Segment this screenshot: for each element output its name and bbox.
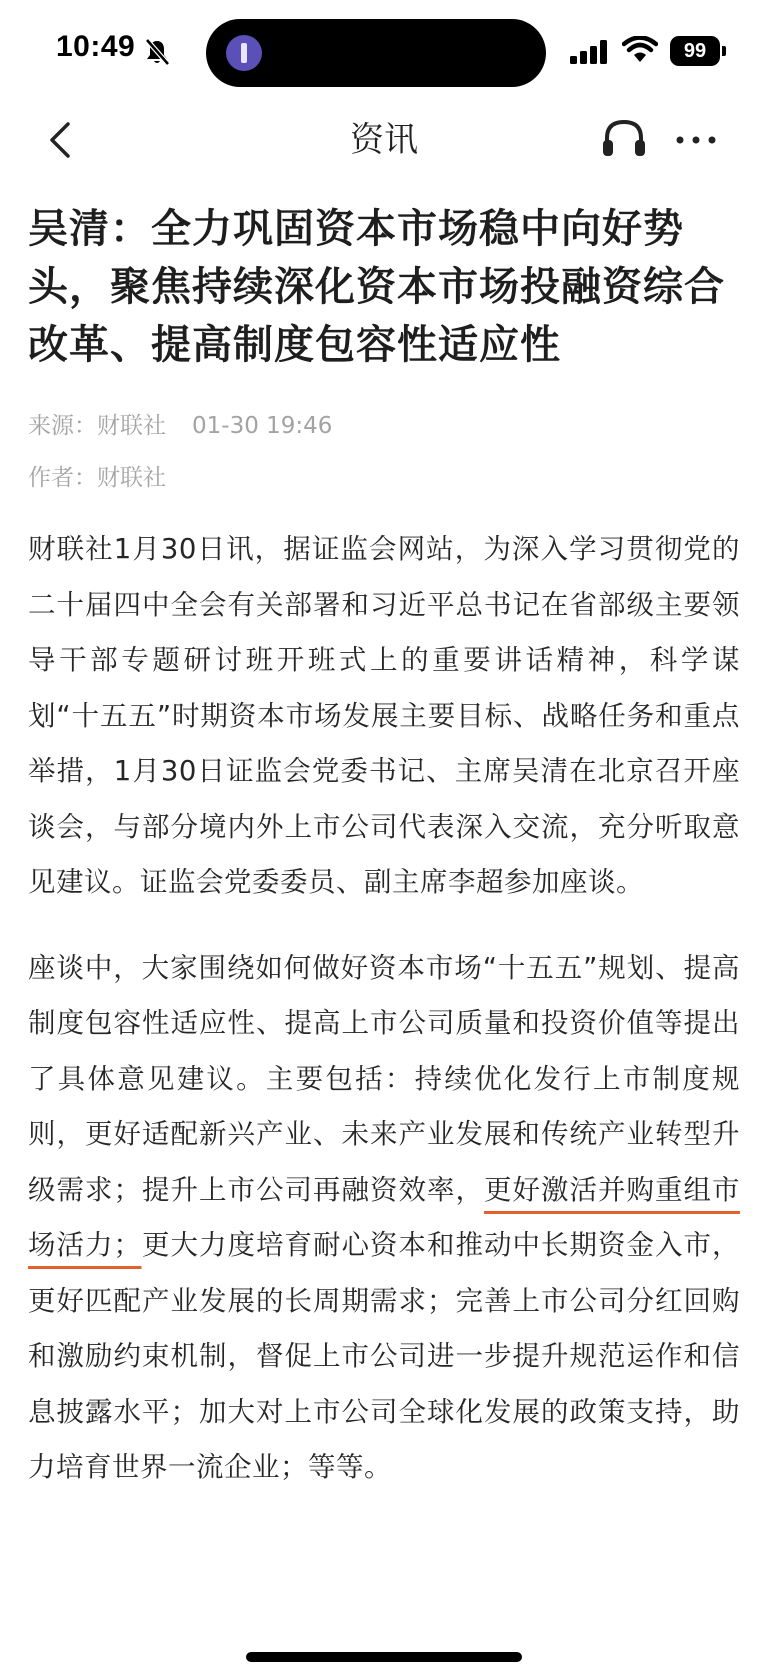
headphones-icon xyxy=(600,114,648,164)
signal-icon xyxy=(570,40,610,64)
meta-author-row xyxy=(28,452,740,504)
article-source[interactable]: 来源：财联社 xyxy=(28,413,166,439)
paragraph-2-text-continued: 更大力度培育耐心资本和推动中长期资金入市，更好匹配产业发展的长周期需求；完善上市公司分红回购和激励约束机制，督促上市公司进一步提升规范运作和信息披露水平；加大对上市公司全球化发展的政策支持，助力培育世界一流企业；等等。 xyxy=(28,1229,740,1483)
paragraph-2 xyxy=(28,941,740,1496)
more-icon xyxy=(672,120,720,160)
wifi-icon xyxy=(622,36,658,64)
dynamic-island[interactable] xyxy=(206,19,546,87)
paragraph-2-text: 座谈中，大家围绕如何做好资本市场“十五五”规划、提高制度包容性适应性、提高上市公司质量和投资价值等提出了具体意见建议。主要包括：持续优化发行上市制度规则，更好适配新兴产业、未来产业发展和传统产业转型升级需求；提升上市公司再融资效率， xyxy=(28,951,740,1206)
meta-source-row xyxy=(28,400,740,452)
paragraph-1: 财联社1月30日讯，据证监会网站，为深入学习贯彻党的二十届四中全会有关部署和习近平总书记在省部级主要领导干部专题研讨班开班式上的重要讲话精神，科学谋划“十五五”时期资本市场发展主要目标、战略任务和重点举措，1月30日证监会党委书记、主席吴清在北京召开座谈会，与部分境内外上市公司代表深入交流，充分听取意见建议。证监会党委委员、副主席李超参加座谈。 xyxy=(28,533,740,898)
underlined-highlight[interactable]: 更好激活并购重组市场活力； xyxy=(28,1173,740,1261)
article-title: 吴清：全力巩固资本市场稳中向好势头，聚焦持续深化资本市场投融资综合改革、提高制度包容性适应性 xyxy=(28,206,725,368)
page-title: 资讯 xyxy=(350,120,418,160)
article-body xyxy=(28,522,740,1496)
chevron-left-icon xyxy=(40,110,90,170)
back-button[interactable] xyxy=(40,110,90,170)
nav-bar xyxy=(0,100,768,180)
article-author: 作者：财联社 xyxy=(28,465,166,491)
status-time: 10:49 xyxy=(56,30,136,63)
battery-level: 99 xyxy=(670,36,720,66)
home-indicator[interactable] xyxy=(246,1652,522,1662)
battery-icon xyxy=(670,36,728,66)
article xyxy=(28,200,740,1526)
listen-button[interactable] xyxy=(600,114,648,164)
more-button[interactable] xyxy=(672,120,720,160)
article-time: 01-30 19:46 xyxy=(192,413,333,439)
flashlight-icon xyxy=(226,35,262,71)
article-meta xyxy=(28,400,740,504)
status-bar xyxy=(0,0,768,100)
bell-slash-icon xyxy=(144,38,170,66)
